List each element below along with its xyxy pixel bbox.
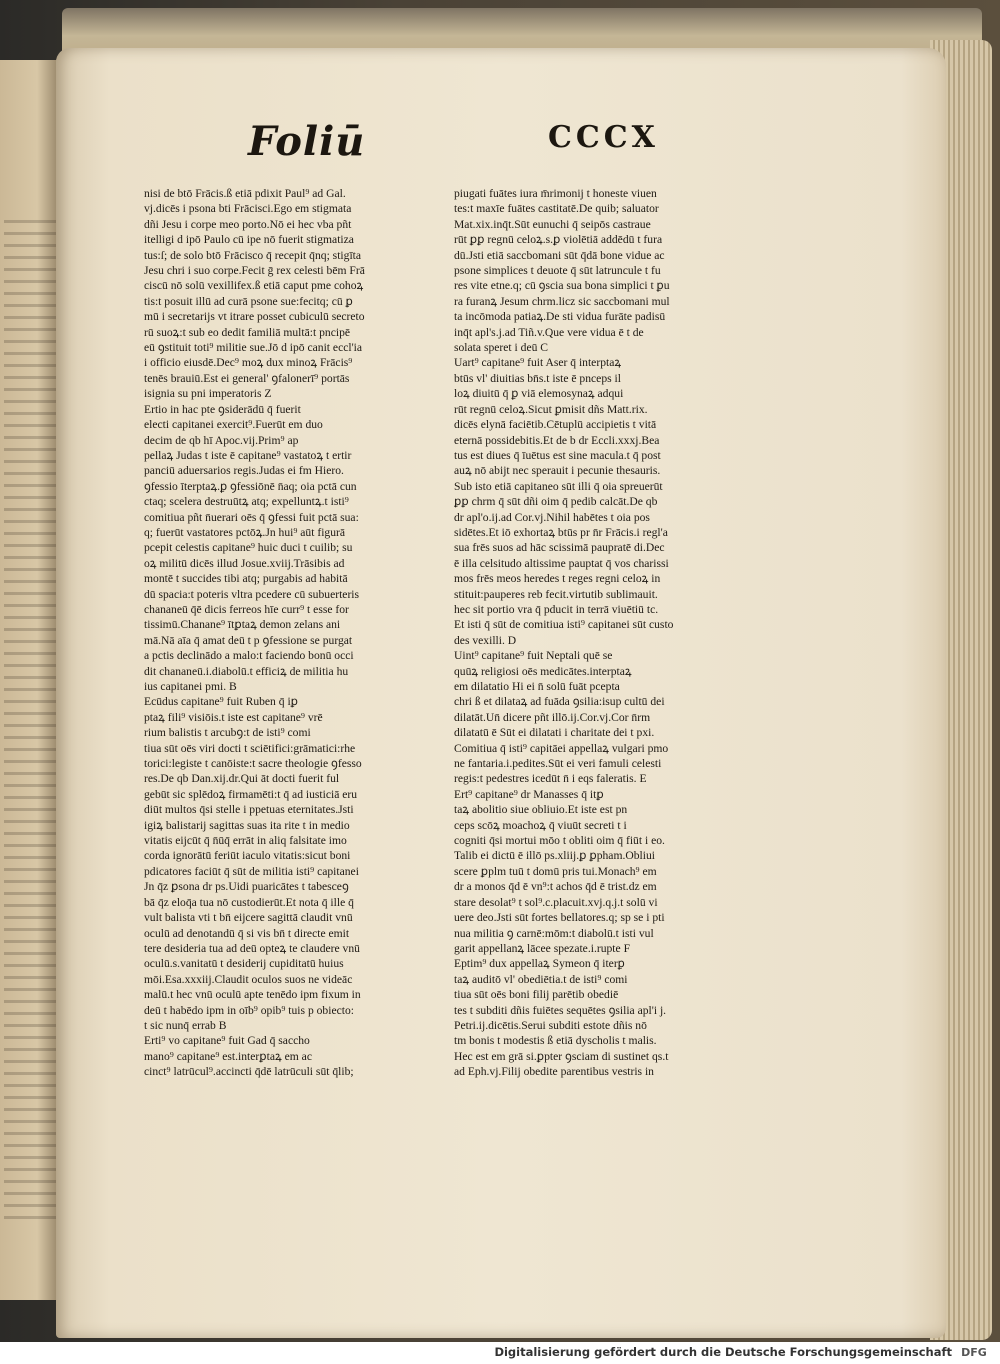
text-line: dū spacia:t poteris vltra pcedere cū subuerteris	[144, 587, 360, 601]
text-line: taꝝ abolitio siue obliuio.Et iste est pn	[454, 803, 628, 817]
text-line: rū suoꝝ:t sub eo dedit familiā multā:t pncipē	[144, 325, 351, 339]
text-line: ra furanꝝ Jesum chrm.licz sic saccbomani mul	[454, 294, 670, 308]
text-line: sua frēs suos ad hāc scissimā paupratē di.Dec	[454, 541, 665, 555]
text-line: Et isti q̄ sūt de comitiua isti⁹ capitanei sūt custo	[454, 618, 674, 632]
text-line: nisi de btō Frācis.ß etiā pdixit Paul⁹ ad Gal.	[144, 187, 346, 200]
text-line: dū.Jsti etiā saccbomani sūt q̄dā bone vidue ac	[454, 248, 665, 262]
text-line: decim de qb hī Apoc.vij.Prim⁹ ap	[144, 433, 299, 447]
text-line: dr a monos q̄d ē vn⁹:t achos q̄d ē trist.dz em	[454, 880, 657, 894]
text-line: Jn q̄z ꝑsona dr ps.Uidi puaricātes t tabesceꝯ	[144, 880, 349, 894]
text-line: rūt ꝑꝑ regnū celoꝝ.s.ꝑ violētiā addēdū t fura	[454, 233, 663, 247]
text-line: regis:t pedestres icedūt n̄ i eqs faleratis. E	[454, 772, 647, 786]
text-line: ē illa celsitudo altissime pauptat q̄ vos charissi	[454, 556, 669, 570]
text-line: eū ꝯstituit toti⁹ militie sue.Jō d ipō canit eccl'ia	[144, 341, 363, 355]
text-line: mā.Nā aīa q̄ amat deū t p ꝯfessione se purgat	[144, 633, 353, 647]
text-line: ne fantaria.i.pedites.Sūt ei veri famuli celesti	[454, 757, 662, 771]
text-line: dit chananeū.i.diabolū.t efficiꝝ de militia hu	[144, 664, 349, 678]
text-line: vj.dicēs i psona bti Frācisci.Ego em stigmata	[144, 202, 352, 216]
text-line: mū i secretarijs vt itrare posset cubiculū secreto	[144, 310, 365, 324]
text-line: tus:ſ; de solo btō Frācisco q̄ recepit q̄nq; stigīta	[144, 248, 362, 262]
text-line: Ertio in hac pte ꝯsiderādū q̄ fuerit	[144, 402, 301, 416]
text-line: tissimū.Chanane⁹ ītꝑtaꝝ demon zelans ani	[144, 618, 341, 632]
text-line: rium balistis t arcubꝯ:t de isti⁹ comi	[144, 726, 311, 740]
text-line: diūt multos q̄si stelle i ppetuas eternitates.Jsti	[144, 803, 354, 817]
text-line: malū.t hec vnū oculū apte tenēdo ipm fixum in	[144, 988, 361, 1002]
text-line: chri ß et dilataꝝ ad fuāda ꝯsilia:isup cultū dei	[454, 695, 665, 709]
text-line: a pctis declinādo a malo:t faciendo bonū occi	[144, 649, 354, 663]
text-line: res vite etne.q; cū ꝯscia sua bona simplici t ꝑu	[454, 279, 670, 293]
text-line: igiꝝ balistarij sagittas suas ita rite t in medio	[144, 818, 350, 832]
text-line: uere deo.Jsti sūt fortes bellatores.q; sp se i pti	[454, 911, 665, 925]
text-line: quūꝝ religiosi oēs medicātes.interptaꝝ	[454, 664, 632, 678]
text-line: tenēs brauiū.Est ei general' ꝯfalonerī⁹ portās	[144, 371, 350, 385]
text-line: em dilatatio Hi ei n̄ solū fuāt pcepta	[454, 680, 620, 693]
text-line: comitiua pñt n̄uerari oēs q̄ ꝯfessi fuit pctā sua:	[144, 510, 359, 524]
text-line: tiua sūt oēs viri docti t sciētifici:grāmatici:rhe	[144, 741, 356, 755]
text-line: ad Eph.vj.Filij obedite parentibus vestris in	[454, 1065, 654, 1079]
text-line: dilatatū ē Sūt ei dilatati i charitate dei t pxi.	[454, 726, 655, 740]
text-line: rūt regnū celoꝝ.Sicut ꝑmisit dñs Matt.rix.	[454, 402, 648, 416]
text-line: Sub isto etiā capitaneo sūt illi q̄ oia spreuerūt	[454, 479, 663, 493]
text-line: ceps scōꝝ moachoꝝ q̄ viuūt secreti t i	[454, 818, 627, 832]
text-line: btūs vl' diuitias bn̄s.t iste ē pnceps il	[454, 371, 621, 385]
text-line: cogniti q̄si mortui mōo t obliti oim q̄ fiūt i eo.	[454, 834, 665, 848]
text-line: tes:t maxīe fuātes castitatē.De quib; saluator	[454, 202, 659, 216]
facing-page	[0, 60, 64, 1300]
text-line: vitatis eijcūt q̄ n̄ūq̄ errāt in aliq falsitate imo	[144, 834, 347, 848]
text-line: q; fuerūt vastatores pctōꝝ.Jn hui⁹ aūt figurā	[144, 525, 346, 539]
text-line: Uart⁹ capitane⁹ fuit Aser q̄ interptaꝝ	[454, 356, 622, 370]
text-line: tis:t posuit illū ad curā psone sue:fecitq; cū ꝑ	[144, 294, 353, 308]
text-line: loꝝ diuitū q̄ ꝑ viā elemosynaꝝ adqui	[454, 387, 624, 401]
text-line: mōi.Esa.xxxiij.Claudit oculos suos ne videāc	[144, 972, 353, 986]
text-line: dr apl'o.ij.ad Cor.vj.Nihil habētes t oia pos	[454, 510, 650, 524]
text-line: mos frēs meos heredes t reges regni celoꝝ in	[454, 572, 661, 586]
text-line: tm bonis t modestis ß etiā dyscholis t malis.	[454, 1034, 657, 1048]
text-line: chananeū q̄ē dicis ferreos hīe curr⁹ t esse for	[144, 602, 349, 616]
funding-notice: Digitalisierung gefördert durch die Deutsche Forschungsgemeinschaft	[494, 1345, 952, 1359]
text-line: oꝝ militū dicēs illud Josue.xviij.Trāsibis ad	[144, 556, 345, 570]
text-line: ciscū nō solū vexillifex.ß etiā caput pme cohoꝝ	[144, 279, 364, 293]
text-line: Talib ei dictū ē illō ps.xliij.ꝑ ꝑpham.Obliui	[454, 849, 655, 863]
text-column-right	[454, 186, 744, 1080]
text-line: sidētes.Et iō exhortaꝝ btūs pr n̄r Frācis.i regl'a	[454, 525, 668, 539]
text-line: gebūt sic splēdoꝝ firmamēti:t q̄ ad iusticiā eru	[144, 787, 358, 801]
text-line: Ecūdus capitane⁹ fuit Ruben q̄ iꝑ	[144, 695, 299, 709]
text-line: Ert⁹ capitane⁹ dr Manasses q̄ itꝑ	[454, 787, 604, 801]
text-line: dicēs elynā faciētib.Cētuplū accipietis t vitā	[454, 418, 657, 432]
text-line: ta incōmoda patiaꝝ.De sti vidua furāte padisū	[454, 310, 666, 324]
text-line: torici:legiste t canōiste:t sacre theologie ꝯfesso	[144, 757, 362, 771]
text-line: montē t succides tibi atq; purgabis ad habitā	[144, 572, 348, 586]
text-line: i officio eiusdē.Dec⁹ moꝝ dux minoꝝ Frācis⁹	[144, 356, 353, 370]
text-line: Comitiua q̄ isti⁹ capitāei appellaꝝ vulgari pmo	[454, 741, 669, 755]
text-line: Erti⁹ vo capitane⁹ fuit Gad q̄ saccho	[144, 1034, 310, 1048]
text-line: vult balista vti t bn̄ eijcere sagittā claudit vnū	[144, 911, 353, 925]
text-line: psone simplices t deuote q̄ sūt latruncule t fu	[454, 264, 661, 278]
text-line: garit appellanꝝ lācee spezate.i.rupte F	[454, 941, 631, 955]
text-line: Mat.xix.inq̄t.Sūt eunuchi q̄ seipōs castraue	[454, 217, 651, 231]
folio-number: CCCX	[548, 120, 659, 155]
text-line: ius capitanei pmi. B	[144, 680, 237, 693]
text-line: bā q̄z eloq̄a tua nō custodierūt.Et nota q̄ ille q̄	[144, 895, 354, 909]
dfg-logo: DFG	[961, 1346, 987, 1359]
text-line: ꝯfessio īterptaꝝ.ꝑ ꝯfessiōnē n̄aq; oia pctā cun	[144, 479, 357, 493]
text-line: tus est diues q̄ īuētus est sine macula.t q̄ post	[454, 448, 661, 462]
text-line: des vexilli. D	[454, 633, 517, 647]
text-line: taꝝ auditō vl' obediētia.t de isti⁹ comi	[454, 972, 628, 986]
text-line: cinct⁹ latrūcul⁹.accincti q̄dē latrūculi sūt q̄lib;	[144, 1065, 354, 1079]
text-line: hec sit portio vra q̄ pducit in terrā viuētiū tc.	[454, 602, 659, 616]
footer-bar	[0, 1342, 1000, 1364]
text-line: ꝑꝑ chrm q̄ sūt dñi oim q̄ pedib calcāt.De qb	[454, 495, 658, 509]
text-line: Jesu chri i suo corpe.Fecit ḡ rex celesti bēm Frā	[144, 264, 365, 278]
text-line: stare desolat⁹ t sol⁹.c.placuit.xvj.q.j.t solū vi	[454, 895, 658, 909]
text-line: pcepit celestis capitane⁹ huic duci t cuilib; su	[144, 541, 353, 555]
text-line: panciū aduersarios regis.Judas ei fm Hiero.	[144, 464, 344, 478]
text-line: pdicatores faciūt q̄ sūt de militia isti⁹ capitanei	[144, 864, 359, 878]
folio-label: Foliū	[248, 118, 366, 165]
book-page	[56, 48, 946, 1338]
text-line: isignia su pni imperatoris Z	[144, 387, 272, 401]
text-line: oculū ad denotandū q̄ si vis bn̄ t directe emit	[144, 926, 350, 940]
text-line: deū t habēdo ipm in oīb⁹ opib⁹ tuis p obiecto:	[144, 1003, 354, 1017]
text-line: nua militia ꝯ carnē:mōm:t diabolū.t isti vul	[454, 926, 654, 940]
text-line: piugati fuātes iura m̄rimonij t honeste viuen	[454, 187, 657, 200]
text-line: Hec est em grā si.ꝑpter ꝯsciam di sustinet qs.t	[454, 1049, 669, 1063]
text-line: ctaq; scelera destruūtꝝ atq; expelluntꝝ.t isti⁹	[144, 495, 349, 509]
text-line: solata speret i deū C	[454, 341, 549, 355]
text-line: electi capitanei exercit⁹.Fuerūt em duo	[144, 418, 323, 432]
text-line: tiua sūt oēs boni filij parētib obediē	[454, 988, 619, 1002]
text-line: inq̄t apl's.j.ad Tiñ.v.Que vere vidua ē t de	[454, 325, 644, 339]
text-line: itelligi d ipō Paulo cū ipe nō fuerit stigmatiza	[144, 233, 354, 247]
text-line: dñi Jesu i corpe meo porto.Nō ei hec vba pñt	[144, 217, 352, 231]
text-line: eternā possidebitis.Et de b dr Eccli.xxxj.Bea	[454, 433, 660, 447]
text-line: ptaꝝ fili⁹ visiōis.t iste est capitane⁹ vrē	[144, 710, 323, 724]
text-line: stituit:pauperes reb fecit.virtutib sublimauit.	[454, 587, 658, 601]
text-line: dilatāt.Un̄ dicere pñt illō.ij.Cor.vj.Cor n̄rm	[454, 710, 651, 724]
text-line: res.De qb Dan.xij.dr.Qui āt docti fuerit ful	[144, 772, 340, 786]
text-line: scere ꝑplm tuū t domū pris tui.Monach⁹ em	[454, 864, 657, 878]
text-column-left	[144, 186, 431, 1080]
text-line: tere desideria tua ad deū opteꝝ te claudere vnū	[144, 941, 360, 955]
text-line: Eptim⁹ dux appellaꝝ Symeon q̄ iterꝑ	[454, 957, 625, 971]
text-line: Petri.ij.dicētis.Serui subditi estote dñis nō	[454, 1018, 647, 1032]
text-line: t sic nunq̄ errab B	[144, 1018, 227, 1032]
text-line: corda ignorātū feriūt iaculo vitatis:sicut boni	[144, 849, 351, 863]
text-line: pellaꝝ Judas t iste ē capitane⁹ vastatoꝝ t ertir	[144, 448, 352, 462]
text-line: auꝝ nō abijt nec sperauit i pecunie thesauris.	[454, 464, 661, 478]
text-line: Uint⁹ capitane⁹ fuit Neptali quē se	[454, 649, 613, 663]
text-line: mano⁹ capitane⁹ est.interꝑtaꝝ em ac	[144, 1049, 312, 1063]
text-line: tes t subditi dñis fuiētes sequētes ꝯsilia apl'i j.	[454, 1003, 667, 1017]
text-line: oculū.s.vanitatū t desiderij cupiditatū huius	[144, 957, 344, 971]
